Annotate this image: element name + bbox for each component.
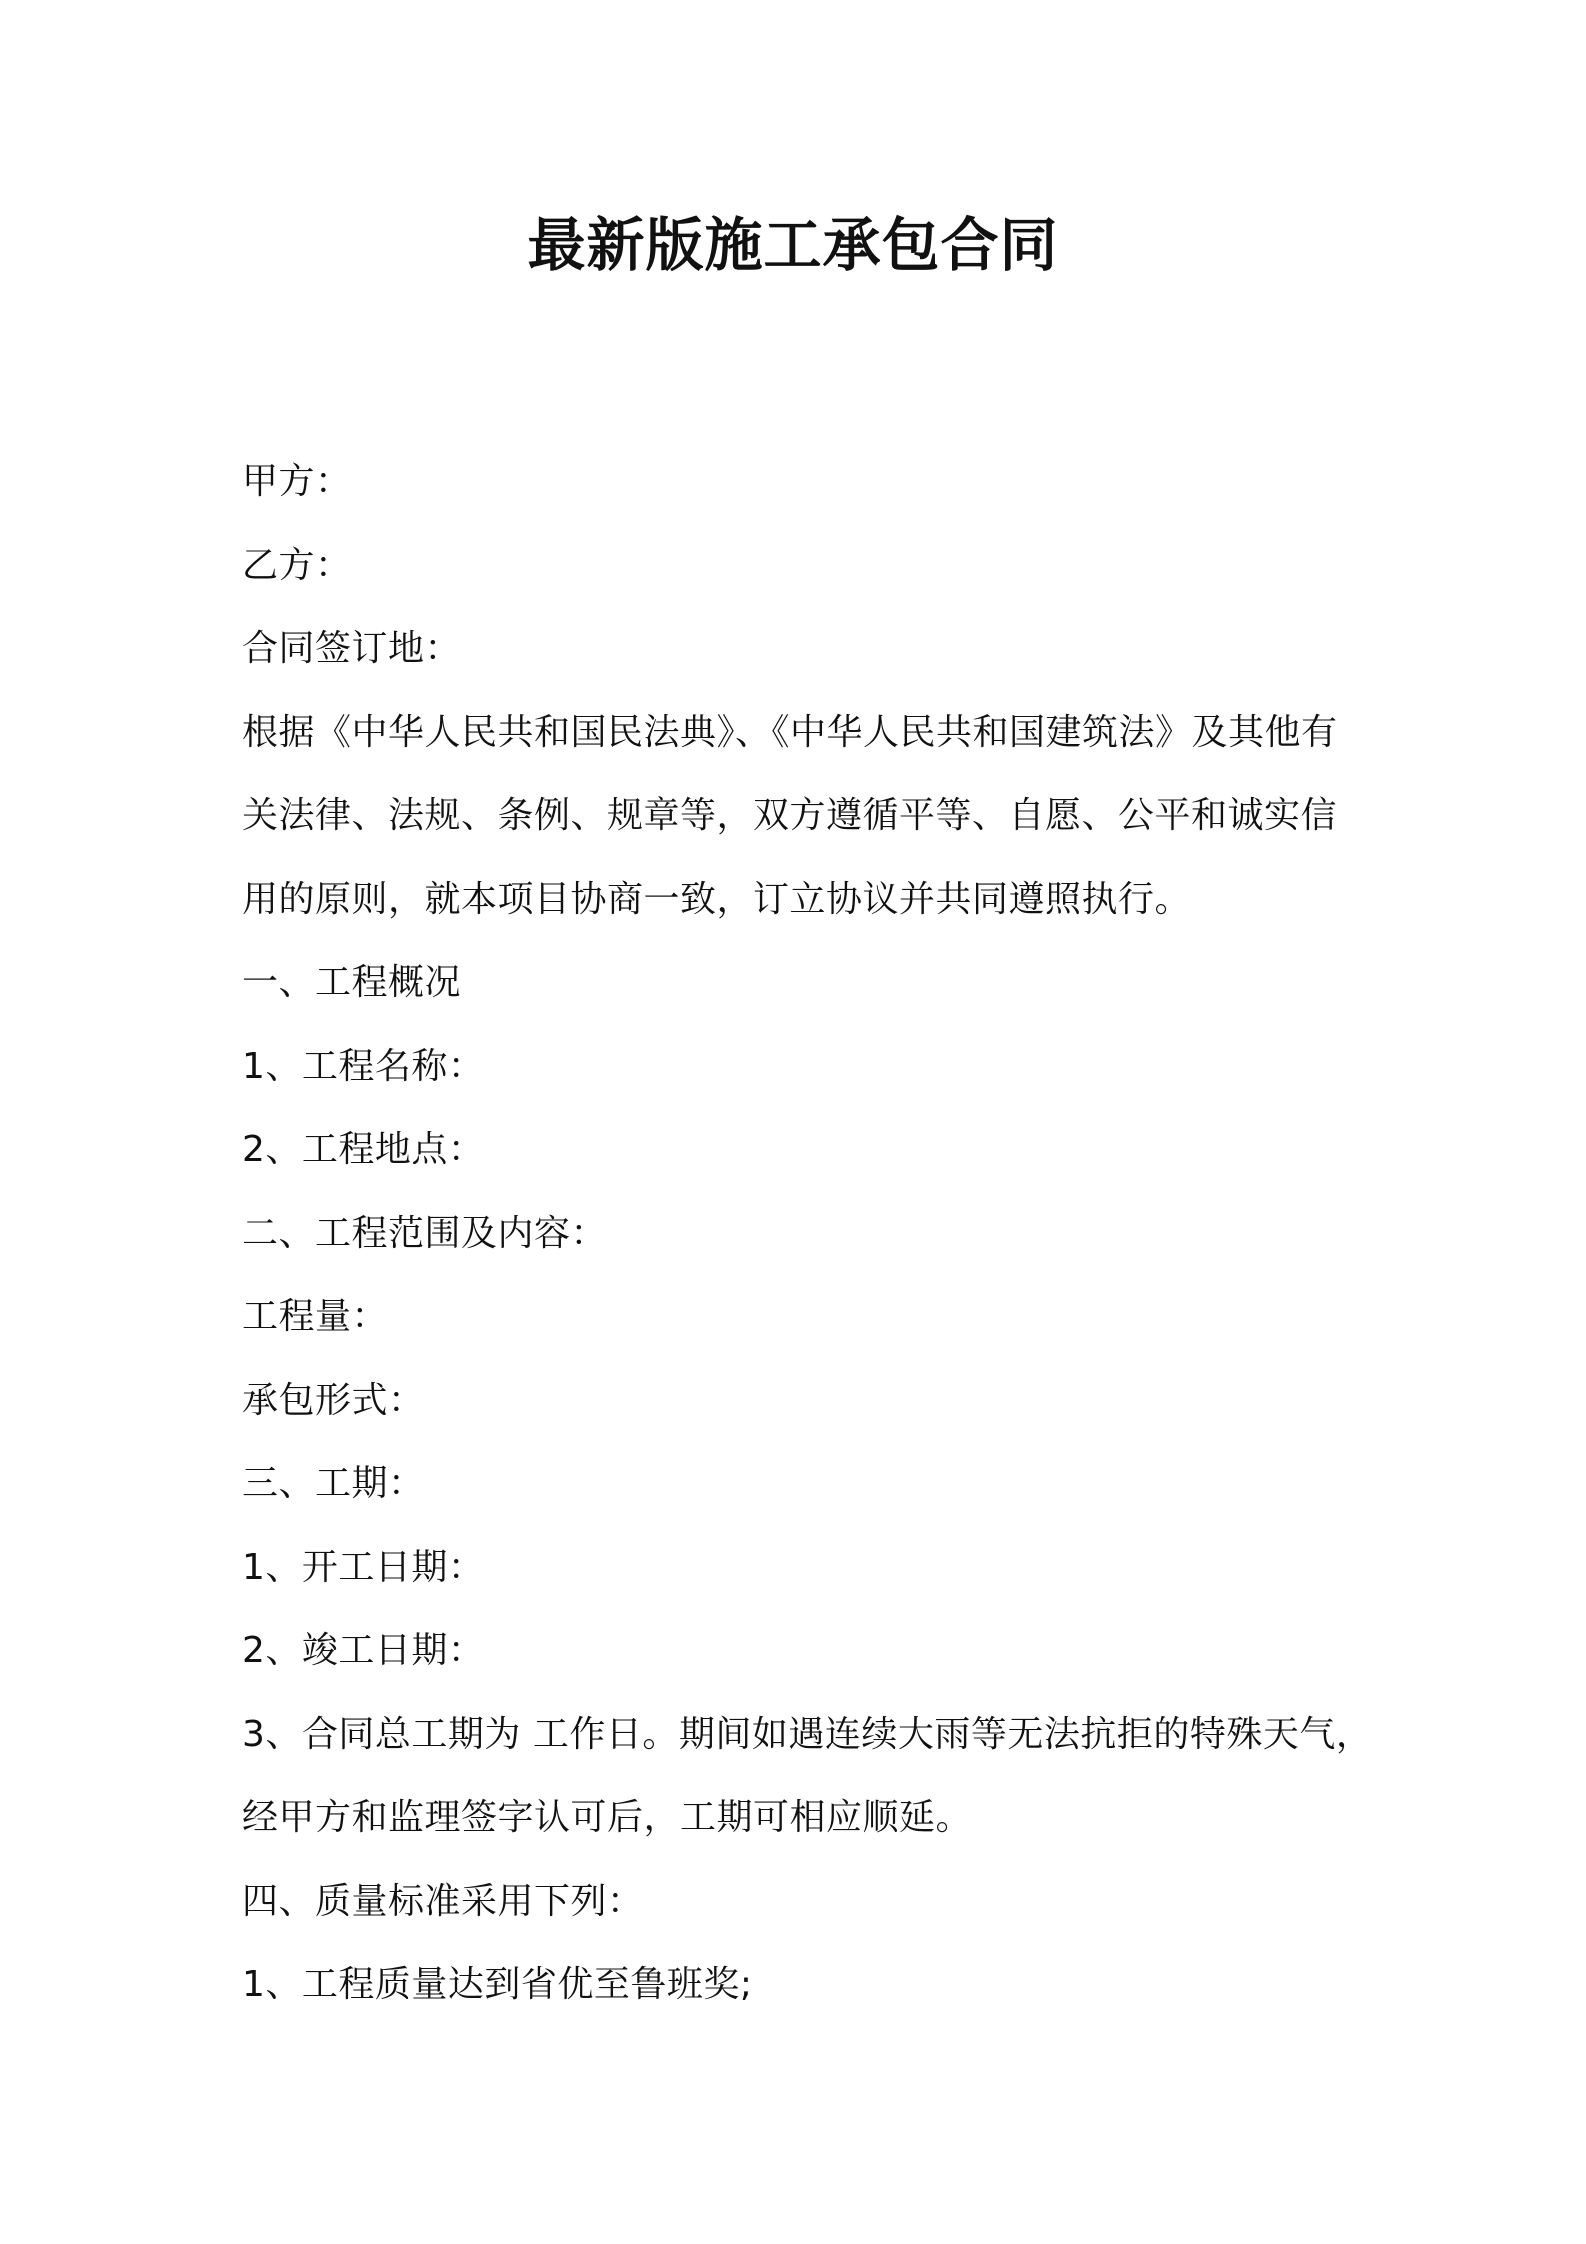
project-name-line: 1、工程名称： — [242, 1045, 485, 1087]
quality-item-1: 1、工程质量达到省优至鲁班奖; — [242, 1964, 753, 2005]
signing-place-line: 合同签订地： — [242, 628, 462, 669]
total-duration-line-1: 3、合同总工期为 工作日。期间如遇连续大雨等无法抗拒的特殊天气， — [242, 1713, 1373, 1755]
document-title: 最新版施工承包合同 — [527, 211, 1059, 279]
preamble-line-3: 用的原则，就本项目协商一致，订立协议并共同遵照执行。 — [242, 878, 1192, 920]
contract-form-line: 承包形式： — [242, 1379, 425, 1421]
preamble-line-1: 根据《中华人民共和国民法典》、《中华人民共和国建筑法》及其他有 — [242, 711, 1338, 753]
completion-date-line: 2、竣工日期： — [242, 1630, 485, 1671]
preamble-line-2: 关法律、法规、条例、规章等，双方遵循平等、自愿、公平和诚实信 — [242, 795, 1338, 836]
section-heading-quality: 四、质量标准采用下列： — [242, 1880, 644, 1922]
section-heading-overview: 一、工程概况 — [242, 962, 462, 1003]
document-body — [242, 440, 1373, 2027]
total-duration-line-2: 经甲方和监理签字认可后，工期可相应顺延。 — [242, 1797, 973, 1838]
party-a-line: 甲方： — [242, 461, 352, 502]
start-date-line: 1、开工日期： — [242, 1546, 485, 1588]
party-b-line: 乙方： — [242, 544, 352, 586]
section-heading-scope: 二、工程范围及内容： — [242, 1212, 608, 1254]
project-location-line: 2、工程地点： — [242, 1129, 485, 1170]
quantity-line: 工程量： — [242, 1296, 389, 1337]
section-heading-schedule: 三、工期： — [242, 1463, 425, 1504]
